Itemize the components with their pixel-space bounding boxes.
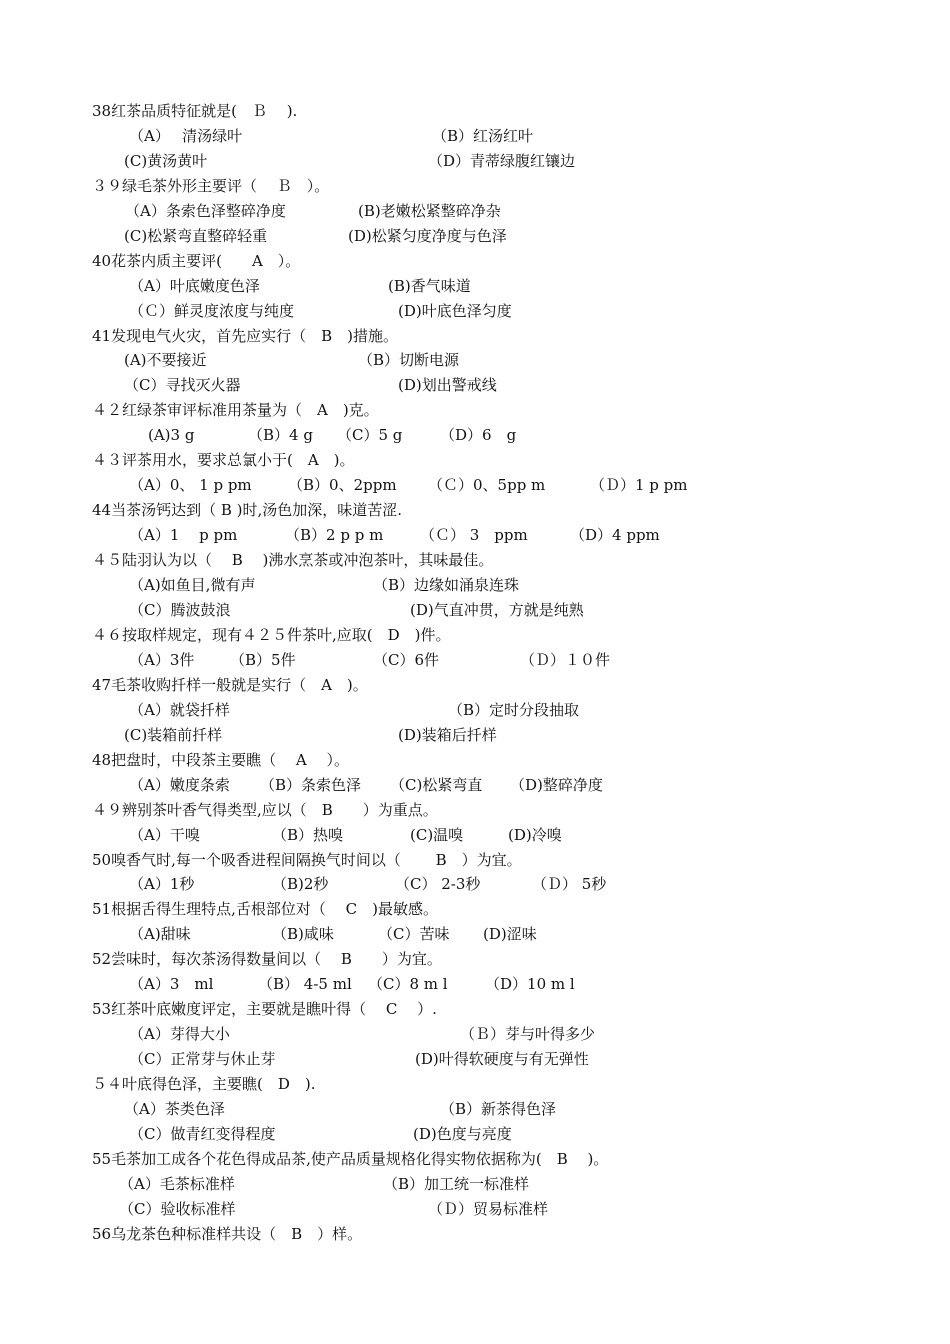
- answer-option: （C）5 g: [337, 426, 403, 444]
- answer-option: （A)甜味: [129, 925, 191, 943]
- question-stem-line: [0, 848, 950, 873]
- answer-option: （A）茶类色泽: [124, 1100, 225, 1118]
- answer-option: （B）加工统一标准样: [383, 1175, 530, 1193]
- answer-option: （A）1秒: [129, 875, 195, 893]
- option-row: [0, 922, 950, 947]
- answer-option: （D）青蒂绿腹红镶边: [428, 152, 576, 170]
- answer-option: （C）苦味: [378, 925, 450, 943]
- answer-option: （Ｃ） 3 ppm: [420, 526, 528, 544]
- question-stem: 55毛茶加工成各个花色得成品茶,使产品质量规格化得实物依据称为( B )。: [92, 1150, 609, 1168]
- option-row: [0, 423, 950, 448]
- answer-option: （A）就袋扦样: [129, 701, 230, 719]
- answer-option: （A）1 p pm: [129, 526, 238, 544]
- answer-option: (D)冷嗅: [508, 826, 562, 844]
- answer-option: （D）4 ppm: [570, 526, 660, 544]
- option-row: [0, 523, 950, 548]
- question-stem: 41发现电气火灾，首先应实行（ B )措施。: [92, 327, 398, 345]
- answer-option: （A）毛茶标准样: [119, 1175, 235, 1193]
- answer-option: （B）5件: [230, 651, 296, 669]
- question-stem: 48把盘时，中段茶主要瞧（ A ）。: [92, 751, 349, 769]
- answer-option: (B)老嫩松紧整碎净杂: [358, 202, 501, 220]
- answer-option: （Ｃ）鲜灵度浓度与纯度: [129, 302, 295, 320]
- answer-option: （C）正常芽与休止芽: [129, 1050, 276, 1068]
- answer-option: （B)2秒: [272, 875, 329, 893]
- answer-option: （A）条索色泽整碎净度: [125, 202, 286, 220]
- question-stem-line: [0, 498, 950, 523]
- answer-option: （B） 4-5 ml: [258, 975, 352, 993]
- answer-option: （A）干嗅: [129, 826, 200, 844]
- question-stem: 47毛茶收购扦样一般就是实行（ A )。: [92, 676, 368, 694]
- option-row: [0, 149, 950, 174]
- option-row: [0, 224, 950, 249]
- answer-option: （B）0、2ppm: [288, 476, 397, 494]
- question-stem-line: [0, 548, 950, 573]
- answer-option: (D)叶得软硬度与有无弹性: [415, 1050, 589, 1068]
- question-stem: ４９辨别茶叶香气得类型,应以（ B ）为重点。: [92, 801, 438, 819]
- question-stem: 52尝味时，每次茶汤得数量间以（ B ）为宜。: [92, 950, 442, 968]
- answer-option: （B）4 g: [248, 426, 313, 444]
- answer-option: （C)松紧弯直: [390, 776, 483, 794]
- option-row: [0, 348, 950, 373]
- answer-option: （Ｄ）1 p pm: [590, 476, 688, 494]
- answer-option: （C）6件: [373, 651, 440, 669]
- answer-option: （D）6 g: [440, 426, 517, 444]
- answer-option: (D)色度与亮度: [413, 1125, 512, 1143]
- answer-option: （C）做青红变得程度: [129, 1125, 276, 1143]
- option-row: [0, 648, 950, 673]
- question-stem-line: [0, 1147, 950, 1172]
- question-stem: 38红茶品质特征就是( Ｂ ).: [92, 102, 298, 120]
- answer-option: （A）芽得大小: [129, 1025, 230, 1043]
- question-stem-line: [0, 249, 950, 274]
- answer-option: （Ｂ）芽与叶得多少: [460, 1025, 596, 1043]
- question-stem: ３９绿毛茶外形主要评（ Ｂ ）。: [92, 177, 330, 195]
- answer-option: (D)叶底色泽匀度: [398, 302, 512, 320]
- answer-option: (C)装箱前扦样: [124, 726, 223, 744]
- answer-option: （A）嫩度条索: [129, 776, 230, 794]
- answer-option: （B）新茶得色泽: [440, 1100, 557, 1118]
- answer-option: (C)温嗅: [410, 826, 464, 844]
- question-stem: ４２红绿茶审评标准用茶量为（ A )克。: [92, 401, 379, 419]
- option-row: [0, 872, 950, 897]
- option-row: [0, 1197, 950, 1222]
- option-row: [0, 1097, 950, 1122]
- option-row: [0, 773, 950, 798]
- answer-option: (D)划出警戒线: [398, 376, 497, 394]
- question-stem-line: [0, 748, 950, 773]
- option-row: [0, 1172, 950, 1197]
- question-stem-line: [0, 1222, 950, 1247]
- answer-option: （Ｄ） 5秒: [532, 875, 607, 893]
- option-row: [0, 299, 950, 324]
- answer-option: （B）边缘如涌泉连珠: [373, 576, 520, 594]
- answer-option: (D)装箱后扦样: [398, 726, 497, 744]
- question-stem-line: [0, 623, 950, 648]
- question-stem: 44当茶汤钙达到（ B )时,汤色加深，味道苦涩.: [92, 501, 403, 519]
- question-stem: 53红茶叶底嫩度评定，主要就是瞧叶得（ C ）.: [92, 1000, 437, 1018]
- question-stem-line: [0, 99, 950, 124]
- option-row: [0, 473, 950, 498]
- question-stem-line: [0, 324, 950, 349]
- answer-option: （C） 2-3秒: [395, 875, 481, 893]
- answer-option: （B）2 p p m: [285, 526, 384, 544]
- answer-option: （Ｃ）0、5pp m: [428, 476, 546, 494]
- answer-option: (D)气直冲贯，方就是纯熟: [410, 601, 584, 619]
- option-row: [0, 1022, 950, 1047]
- question-stem: 40花茶内质主要评( A ）。: [92, 252, 301, 270]
- answer-option: (D)涩味: [483, 925, 537, 943]
- answer-option: （D)整碎净度: [510, 776, 603, 794]
- answer-option: （C）验收标准样: [119, 1200, 236, 1218]
- answer-option: （B）红汤红叶: [432, 127, 534, 145]
- question-stem-line: [0, 997, 950, 1022]
- answer-option: （Ｄ）贸易标准样: [428, 1200, 549, 1218]
- answer-option: （C）寻找灭火器: [124, 376, 241, 394]
- question-stem: ４３评茶用水，要求总氯小于( A )。: [92, 451, 355, 469]
- option-row: [0, 972, 950, 997]
- answer-option: (A)不要接近: [124, 351, 207, 369]
- answer-option: （B)咸味: [272, 925, 334, 943]
- option-row: [0, 373, 950, 398]
- question-stem-line: [0, 673, 950, 698]
- option-row: [0, 823, 950, 848]
- question-stem-line: [0, 448, 950, 473]
- answer-option: （A）3件: [129, 651, 195, 669]
- question-stem-line: [0, 947, 950, 972]
- answer-option: （B）定时分段抽取: [448, 701, 580, 719]
- answer-option: （A）叶底嫩度色泽: [129, 277, 260, 295]
- answer-option: (C)黄汤黄叶: [124, 152, 208, 170]
- answer-option: （A)如鱼目,微有声: [129, 576, 256, 594]
- question-stem-line: [0, 398, 950, 423]
- question-stem: ４５陆羽认为以（ B )沸水烹茶或冲泡茶叶，其味最佳。: [92, 551, 494, 569]
- answer-option: (C)松紧弯直整碎轻重: [124, 227, 268, 245]
- answer-option: (B)香气味道: [388, 277, 471, 295]
- question-stem: ５４叶底得色泽，主要瞧( D ).: [92, 1075, 316, 1093]
- question-stem-line: [0, 1072, 950, 1097]
- answer-option: （C）8 m l: [368, 975, 448, 993]
- answer-option: （B）热嗅: [272, 826, 344, 844]
- question-stem: 56乌龙茶色种标准样共设（ B ）样。: [92, 1225, 363, 1243]
- option-row: [0, 573, 950, 598]
- option-row: [0, 1122, 950, 1147]
- question-stem-line: [0, 897, 950, 922]
- option-row: [0, 698, 950, 723]
- option-row: [0, 723, 950, 748]
- answer-option: （D）10 m l: [485, 975, 575, 993]
- question-stem: 50嗅香气时,每一个吸香进程间隔换气时间以（ B ）为宜。: [92, 851, 522, 869]
- answer-option: （C）腾波鼓浪: [129, 601, 231, 619]
- answer-option: (D)松紧匀度净度与色泽: [348, 227, 507, 245]
- question-stem-line: [0, 174, 950, 199]
- option-row: [0, 598, 950, 623]
- question-stem: 51根据舌得生理特点,舌根部位对（ C )最敏感。: [92, 900, 438, 918]
- option-row: [0, 199, 950, 224]
- answer-option: （B）条索色泽: [260, 776, 362, 794]
- answer-option: （A）0、 1 p pm: [129, 476, 252, 494]
- question-stem-line: [0, 798, 950, 823]
- answer-option: （A）3 ml: [129, 975, 214, 993]
- answer-option: （B）切断电源: [358, 351, 460, 369]
- answer-option: (A)3 g: [148, 426, 195, 444]
- option-row: [0, 1047, 950, 1072]
- answer-option: （Ｄ）１０件: [520, 651, 611, 669]
- option-row: [0, 124, 950, 149]
- question-stem: ４６按取样规定，现有４２５件茶叶,应取( D )件。: [92, 626, 451, 644]
- option-row: [0, 274, 950, 299]
- answer-option: （A） 清汤绿叶: [129, 127, 243, 145]
